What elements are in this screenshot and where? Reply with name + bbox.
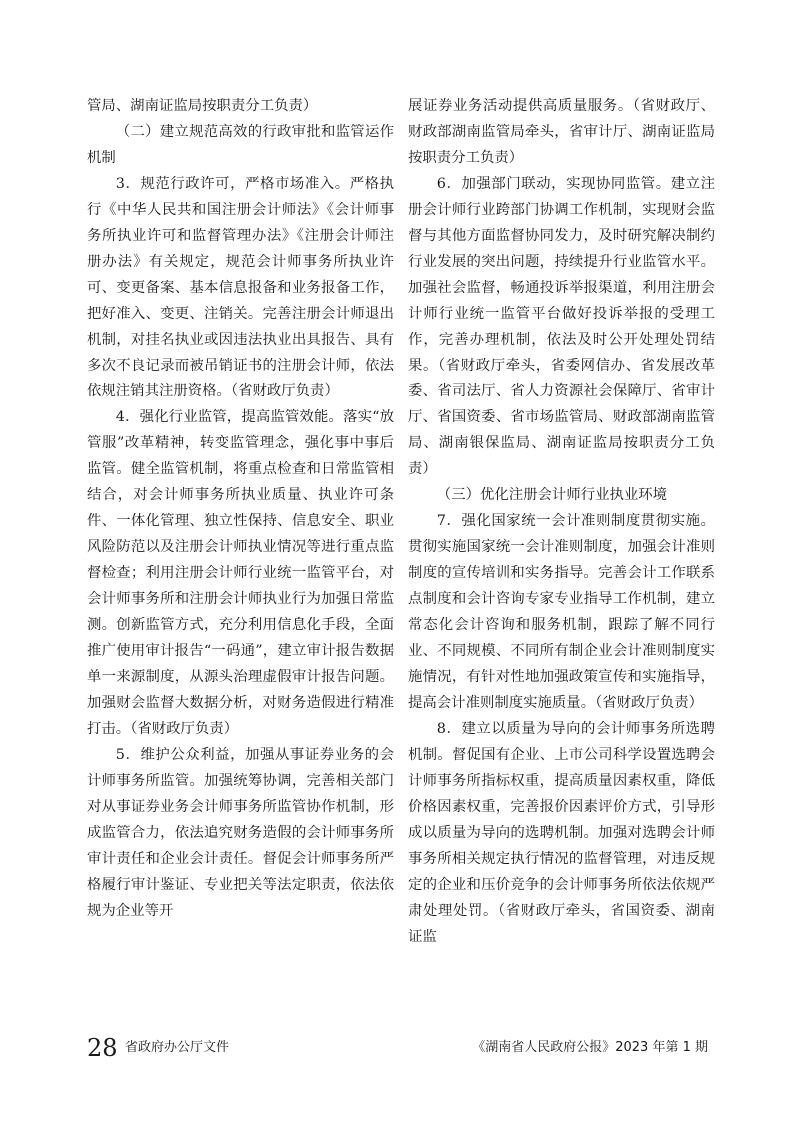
left-column (87, 94, 394, 925)
paragraph-item-3: 3．规范行政许可，严格市场准入。严格执行《中华人民共和国注册会计师法》《会计师事务所执业许可和监督管理办法》《注册会计师注册办法》有关规定，规范会计师事务所执业许可、变更备案、基本信息报备和业务报备工作，把好准入、变更、注销关。完善注册会计师退出机制，对挂名执业或因违法执业出具报告、具有多次不良记录而被吊销证书的注册会计师，依法依规注销其注册资格。（省财政厅负责） (87, 175, 394, 400)
section-heading-3: （三）优化注册会计师行业执业环境 (436, 487, 668, 504)
paragraph-item-4: 4．强化行业监管，提高监管效能。落实“放管服”改革精神，转变监管理念，强化事中事后监管。健全监管机制，将重点检查和日常监管相结合，对会计师事务所执业质量、执业许可条件、一体化管理、独立性保持、信息安全、职业风险防范以及注册会计师执业情况等进行重点监督检查；利用注册会计师行业统一监管平台，对会计师事务所和注册会计师执业行为加强日常监测。创新监管方式，充分利用信息化手段，全面推广使用审计报告“一码通”，建立审计报告数据单一来源制度，从源头治理虚假审计报告问题。加强财会监督大数据分析，对财务造假进行精准打击。（省财政厅负责） (87, 409, 394, 737)
footer-section-label: 省政府办公厅文件 (125, 1040, 230, 1055)
paragraph-item-8: 8．建立以质量为导向的会计师事务所选聘机制。督促国有企业、上市公司科学设置选聘会计师事务所指标权重，提高质量因素权重，降低价格因素权重，完善报价因素评价方式，引导形成以质量为导向的选聘机制。加强对选聘会计师事务所相关规定执行情况的监督管理，对违反规定的企业和压价竞争的会计师事务所依法依规严肃处理处罚。（省财政厅牵头，省国资委、湖南证监 (408, 720, 715, 945)
page-number: 28 (87, 1034, 118, 1062)
section-heading-2: （二）建立规范高效的行政审批和监管运作机制 (87, 123, 394, 166)
right-column (408, 94, 715, 950)
paragraph-item-6: 6．加强部门联动，实现协同监管。建立注册会计师行业跨部门协调工作机制，实现财会监督与其他方面监督协同发力，及时研究解决制约行业发展的突出问题，持续提升行业监管水平。加强社会监督，畅通投诉举报渠道，利用注册会计师行业统一监管平台做好投诉举报的受理工作，完善办理机制，依法及时公开处理处罚结果。（省财政厅牵头，省委网信办、省发展改革委、省司法厅、省人力资源社会保障厅、省审计厅、省国资委、省市场监管局、财政部湖南监管局、湖南银保监局、湖南证监局按职责分工负责） (408, 175, 715, 478)
paragraph-continuation: 展证券业务活动提供高质量服务。（省财政厅、财政部湖南监管局牵头，省审计厅、湖南证监局按职责分工负责） (408, 98, 715, 166)
paragraph-item-5: 5．维护公众利益，加强从事证券业务的会计师事务所监管。加强统筹协调，完善相关部门对从事证券业务会计师事务所监管协作机制，形成监管合力，依法追究财务造假的会计师事务所审计责任和企业会计责任。督促会计师事务所严格履行审计鉴证、专业把关等法定职责，依法依规为企业等开 (87, 746, 394, 919)
footer-publication-label: 《湖南省人民政府公报》2023 年第 1 期 (472, 1040, 708, 1055)
page-footer (0, 1033, 793, 1063)
paragraph-item-7: 7．强化国家统一会计准则制度贯彻实施。贯彻实施国家统一会计准则制度，加强会计准则制度的宣传培训和实务指导。完善会计工作联系点制度和会计咨询专家专业指导工作机制，建立常态化会计咨询和服务机制，跟踪了解不同行业、不同规模、不同所有制企业会计准则制度实施情况，有针对性地加强政策宣传和实施指导，提高会计准则制度实施质量。（省财政厅负责） (408, 513, 715, 711)
paragraph-continuation: 管局、湖南证监局按职责分工负责） (87, 98, 318, 114)
